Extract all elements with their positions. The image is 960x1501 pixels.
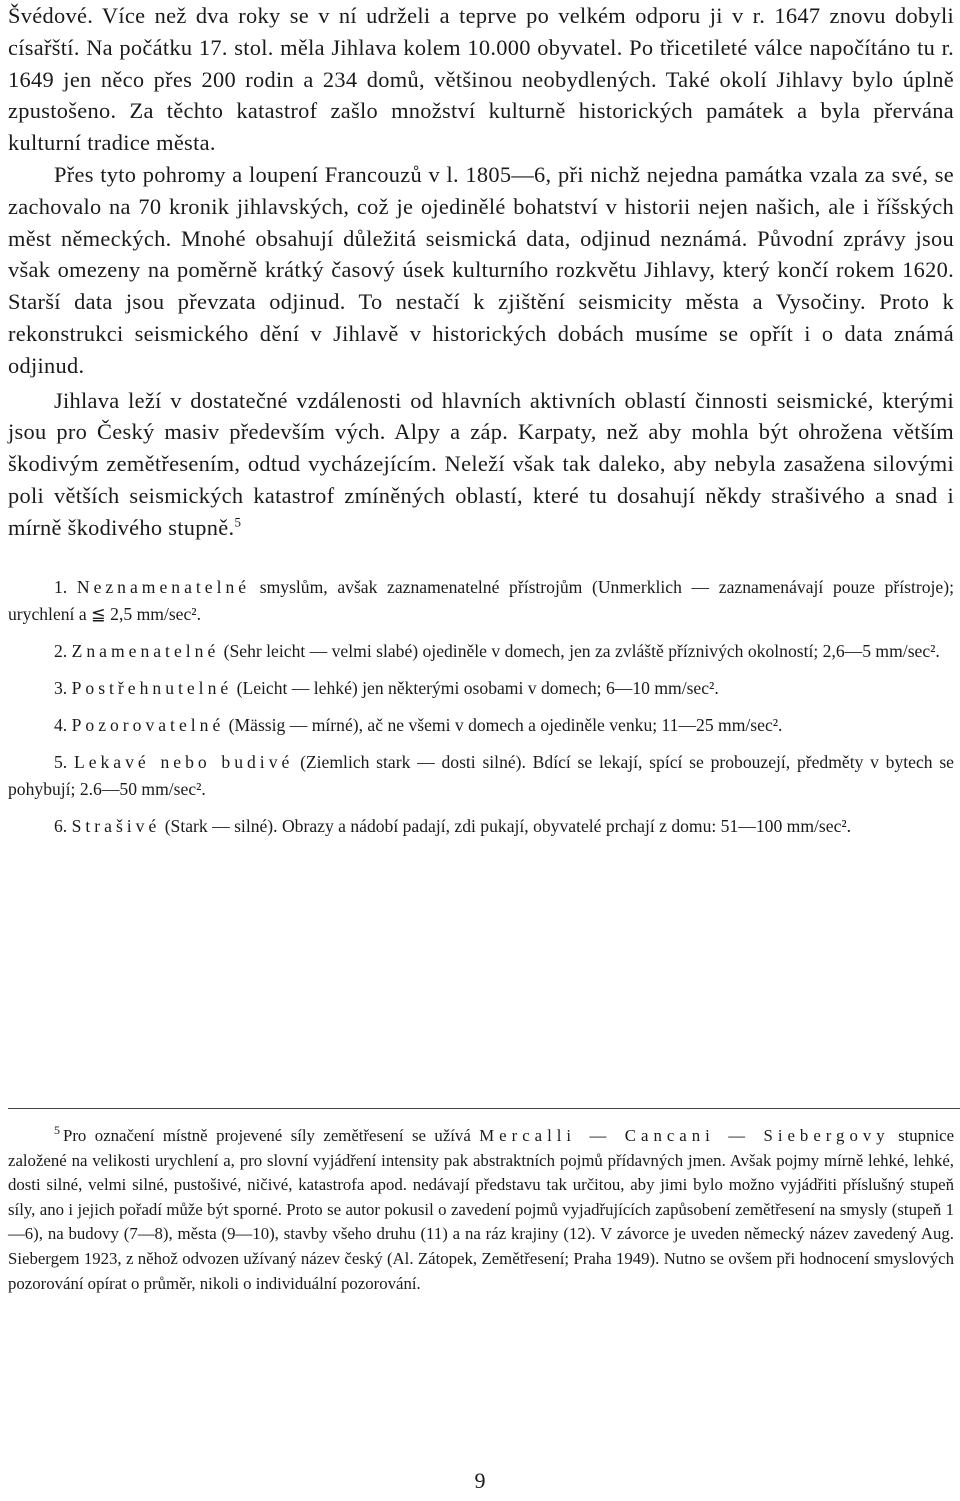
scale-item-number: 1.	[54, 576, 68, 597]
paragraph-2-text: Přes tyto pohromy a loupení Francouzů v l. 1805—6, při nichž nejedna památka vzala za své, se zachovalo na 70 kronik jihlavských, což je ojedinělé bohatství v historii nejen našich, ale i říšských měst německých. Mnohé obsahují důležitá seismická data, odjinud neznámá. Původní zprávy jsou však omezeny na poměrně krátký časový úsek kulturního rozkvětu Jihlavy, který končí rokem 1620. Starší data jsou převzata odjinud. To nestačí k zjištění seismicity města a Vysočiny. Proto k rekonstrukci seismického dění v Jihlavě v historických dobách musíme se opřít i o data známá odjinud.	[8, 161, 954, 378]
scale-item-number: 3.	[54, 677, 68, 698]
scale-item-number: 4.	[54, 714, 68, 735]
scale-item	[8, 675, 954, 702]
footnote-scale-name: Mercalli — Cancani — Siebergovy	[479, 1126, 890, 1145]
body-text	[8, 0, 954, 544]
paragraph-1	[8, 0, 954, 159]
scale-item	[8, 638, 954, 665]
footnote-text: stupnice založené na velikosti urychlení a, pro slovní vyjádření intensity pak abstraktních pojmů přídavných jmen. Avšak pojmy mírně lehké, lehké, dosti silné, velmi silné, pustošivé, ničivé, katastrofa apod. nedávají představu tak určitou, aby jimi bylo možno vyjádřiti příslušný stupeň síly, ano i jejich pořadí může být sporné. Proto se autor pokusil o zavedení pojmů vyjadřujících zapůsobení zemětřesení na smysly (stupeň 1—6), na budovy (7—8), města (9—10), stavby všeho druhu (11) a na ráz krajiny (12). V závorce je uveden německý název zavedený Aug. Siebergem 1923, z něhož odvozen užívaný název český (Al. Zátopek, Zemětřesení; Praha 1949). Nutno se ovšem při hodnocení smyslových pozorování opírat o průměr, nikoli o individuální pozorování.	[8, 1126, 955, 1293]
scale-item-number: 6.	[54, 815, 68, 836]
scale-item	[8, 712, 954, 739]
scale-item-term: Pozorovatelné	[71, 714, 225, 735]
scale-item-term: Postřehnutelné	[71, 677, 233, 698]
scale-item	[8, 574, 954, 628]
scale-item-term: Neznamenatelné	[76, 576, 251, 597]
scale-item-text: (Mässig — mírné), ač ne všemi v domech a ojediněle venku; 11—25 mm/sec².	[224, 714, 783, 735]
scale-item	[8, 749, 954, 803]
footnote	[8, 1124, 954, 1296]
footnote-mark: 5	[54, 1123, 60, 1138]
footnote-divider	[8, 1108, 960, 1109]
scale-item-term: Lekavé nebo budivé	[73, 751, 294, 772]
paragraph-3	[8, 385, 954, 544]
scale-item-term: Strašivé	[71, 815, 161, 836]
scale-item-number: 2.	[54, 640, 68, 661]
scale-item-text: (Ziemlich stark — dosti silné). Bdící se lekají, spící se probouzejí, předměty v bytech se pohybují; 2.6—50 mm/sec².	[8, 751, 954, 799]
scale-item-number: 5.	[54, 751, 68, 772]
footnote-lead: Pro označení místně projevené síly zemětřesení se užívá	[63, 1126, 480, 1145]
page-number: 9	[474, 1468, 486, 1493]
scale-item	[8, 813, 954, 840]
scale-item-text: smyslům, avšak zaznamenatelné přístrojům (Unmerklich — zaznamenávají pouze přístroje); urychlení a ≦ 2,5 mm/sec².	[8, 576, 954, 624]
document-page	[8, 0, 955, 1293]
scale-item-term: Znamenatelné	[71, 640, 220, 661]
footnote-reference: 5	[234, 514, 242, 530]
scale-item-text: (Leicht — lehké) jen některými osobami v domech; 6—10 mm/sec².	[232, 677, 719, 698]
paragraph-1-text: Švédové. Více než dva roky se v ní udrželi a teprve po velkém odporu ji v r. 1647 znovu dobyli císařští. Na počátku 17. stol. měla Jihlava kolem 10.000 obyvatel. Po třicetileté válce napočítáno tu r. 1649 jen něco přes 200 rodin a 234 domů, většinou neobydlených. Také okolí Jihlavy bylo úplně zpustošeno. Za těchto katastrof zašlo množství kulturně historických památek a byla přervána kulturní tradice města.	[8, 3, 954, 156]
scale-item-text: (Sehr leicht — velmi slabé) ojediněle v domech, jen za zvláště příznivých okolností; 2,6—5 mm/sec².	[219, 640, 940, 661]
intensity-scale-list	[8, 574, 954, 840]
paragraph-2	[8, 159, 954, 382]
paragraph-3-text: Jihlava leží v dostatečné vzdálenosti od hlavních aktivních oblastí činnosti seismické, kterými jsou pro Český masiv především vých. Alpy a záp. Karpaty, než aby mohla být ohrožena větším škodivým zemětřesením, odtud vycházejícím. Neleží však tak daleko, aby nebyla zasažena silovými poli větších seismických katastrof zmíněných oblastí, které tu dosahují někdy strašivého a snad i mírně škodivého stupně.	[8, 387, 954, 540]
scale-item-text: (Stark — silné). Obrazy a nádobí padají, zdi pukají, obyvatelé prchají z domu: 51—100 mm/sec².	[160, 815, 852, 836]
